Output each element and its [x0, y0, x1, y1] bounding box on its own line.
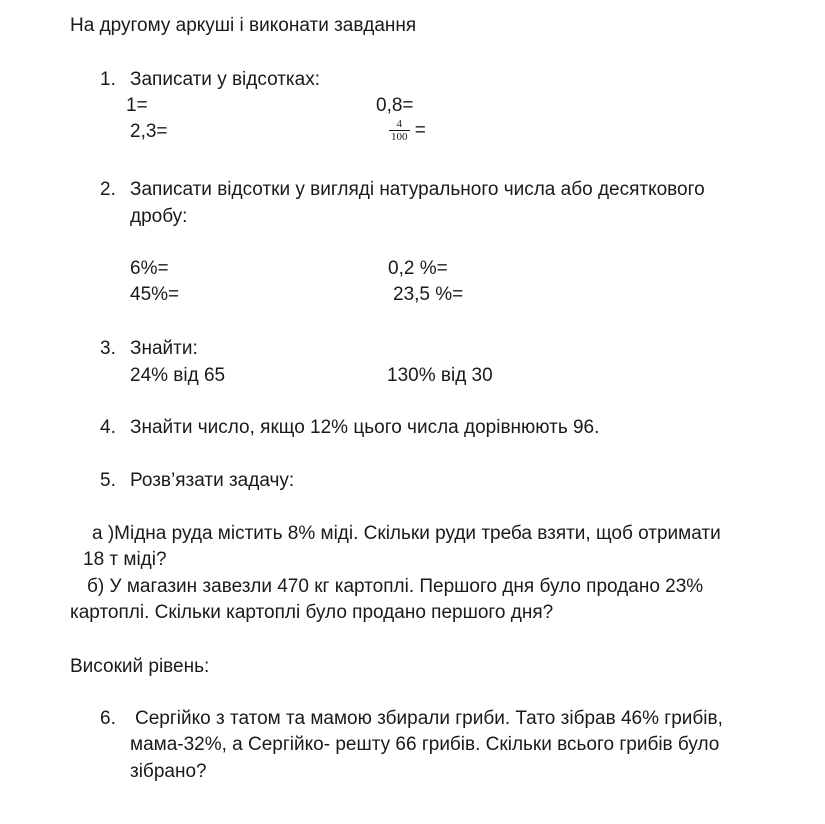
- task3-item-b: 130% від 30: [387, 365, 493, 386]
- task1-number: 1.: [100, 69, 116, 90]
- task6-line2: мама-32%, а Сергійко- решту 66 грибів. Скільки всього грибів було: [130, 734, 720, 755]
- task2-item-d: 23,5 %=: [393, 284, 464, 305]
- task2-item-b: 0,2 %=: [388, 258, 448, 279]
- task6-line3: зібрано?: [130, 761, 207, 782]
- task5-title: Розв’язати задачу:: [130, 470, 295, 491]
- task3-title: Знайти:: [130, 338, 198, 359]
- task1-item-d: [389, 119, 426, 143]
- task5-number: 5.: [100, 470, 116, 491]
- task6-line1: Сергійко з татом та мамою збирали гриби. Тато зібрав 46% грибів,: [135, 708, 723, 729]
- page-instruction: На другому аркуші і виконати завдання: [70, 15, 417, 36]
- fraction-numerator: 4: [396, 118, 402, 130]
- task6-number: 6.: [100, 708, 116, 729]
- task5-problem-b-line2: картоплі. Скільки картоплі було продано першого дня?: [70, 602, 554, 623]
- high-level-heading: Високий рівень:: [70, 656, 210, 677]
- task2-number: 2.: [100, 179, 116, 200]
- fraction: [389, 119, 410, 143]
- task5-problem-b-line1: б) У магазин завезли 470 кг картоплі. Першого дня було продано 23%: [87, 576, 704, 597]
- task1-title: Записати у відсотках:: [130, 69, 321, 90]
- task3-item-a: 24% від 65: [130, 365, 226, 386]
- task5-problem-a-line2: 18 т міді?: [83, 549, 167, 570]
- task4-text: Знайти число, якщо 12% цього числа дорівнюють 96.: [130, 417, 600, 438]
- fraction-equals: =: [414, 120, 426, 142]
- task2-title-line2: дробу:: [130, 206, 188, 227]
- task2-item-a: 6%=: [130, 258, 169, 279]
- task1-item-b: 0,8=: [376, 95, 414, 116]
- task1-item-c: 2,3=: [130, 121, 168, 142]
- task2-item-c: 45%=: [130, 284, 180, 305]
- task4-number: 4.: [100, 417, 116, 438]
- task5-problem-a-line1: а )Мідна руда містить 8% міді. Скільки руди треба взяти, щоб отримати: [92, 523, 721, 544]
- fraction-denominator: 100: [391, 131, 408, 143]
- task2-title-line1: Записати відсотки у вигляді натурального числа або десяткового: [130, 179, 705, 200]
- task1-item-a: 1=: [126, 95, 148, 116]
- task3-number: 3.: [100, 338, 116, 359]
